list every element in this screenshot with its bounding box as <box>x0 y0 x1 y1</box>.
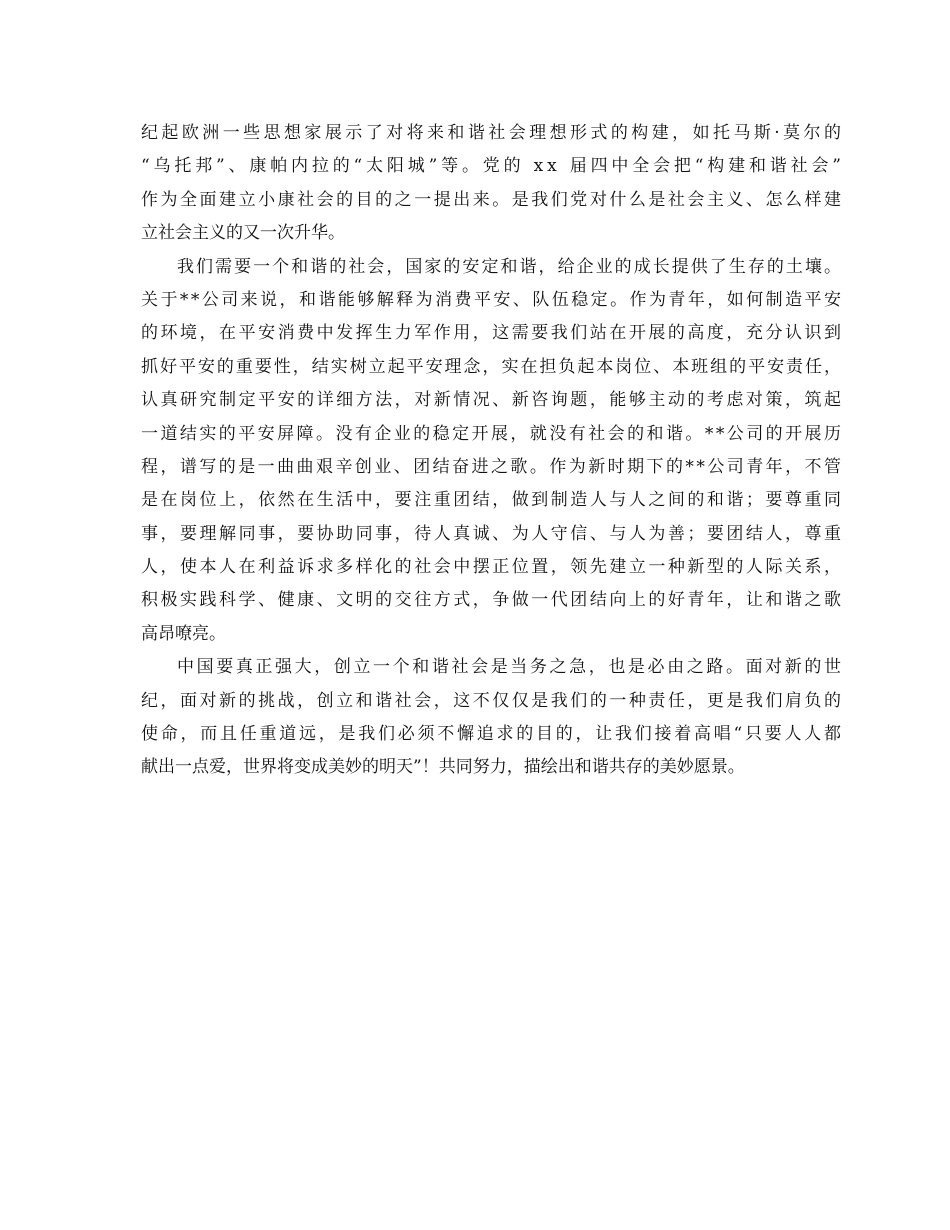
paragraph-1 <box>141 117 845 251</box>
text-line <box>141 751 841 784</box>
text-line-content: 程，谱写的是一曲曲艰辛创业、团结奋进之歌。作为新时期下的**公司青年，不管 <box>141 456 844 477</box>
text-line <box>141 685 844 718</box>
text-line <box>141 484 844 517</box>
text-line <box>141 518 844 551</box>
text-line-content: 的环境，在平安消费中发挥生力军作用，这需要我们站在开展的高度，充分认识到 <box>141 323 844 344</box>
text-line <box>141 150 845 183</box>
text-line <box>141 284 844 317</box>
text-line-content: 抓好平安的重要性，结实树立起平安理念，实在担负起本岗位、本班组的平安责任， <box>141 356 843 377</box>
text-line <box>141 718 844 751</box>
text-line <box>141 618 841 651</box>
text-line <box>141 451 844 484</box>
text-line-content: 献出一点爱，世界将变成美妙的明天”！共同努力，描绘出和谐共存的美妙愿景。 <box>141 757 745 778</box>
text-line-content: 积极实践科学、健康、文明的交往方式，争做一代团结向上的好青年，让和谐之歌 <box>141 590 844 611</box>
text-line <box>141 351 841 384</box>
text-line <box>141 651 844 684</box>
text-line <box>141 317 844 350</box>
text-line-content: 高昂嘹亮。 <box>141 623 226 644</box>
text-line <box>141 384 844 417</box>
text-line <box>141 551 844 584</box>
text-line-content: 事，要理解同事，要协助同事，待人真诚、为人守信、与人为善；要团结人，尊重 <box>141 523 844 544</box>
text-line-content: 纪，面对新的挑战，创立和谐社会，这不仅仅是我们的一种责任，更是我们肩负的 <box>141 690 844 711</box>
text-line <box>141 584 844 617</box>
text-line-content: 人，使本人在利益诉求多样化的社会中摆正位置，领先建立一种新型的人际关系， <box>141 557 844 578</box>
text-line-content: 关于**公司来说，和谐能够解释为消费平安、队伍稳定。作为青年，如何制造平安 <box>141 289 844 310</box>
text-line-content: 一道结实的平安屏障。没有企业的稳定开展，就没有社会的和谐。**公司的开展历 <box>141 423 844 444</box>
text-line-content: “乌托邦”、康帕内拉的“太阳城”等。党的 xx 届四中全会把“构建和谐社会” <box>141 156 845 177</box>
text-line-content: 是在岗位上，依然在生活中，要注重团结，做到制造人与人之间的和谐；要尊重同 <box>141 490 844 511</box>
text-line-content: 我们需要一个和谐的社会，国家的安定和谐，给企业的成长提供了生存的土壤。 <box>177 256 844 277</box>
text-line-content: 纪起欧洲一些思想家展示了对将来和谐社会理想形式的构建，如托马斯·莫尔的 <box>141 123 845 143</box>
text-line <box>141 117 845 150</box>
text-line-content: 认真研究制定平安的详细方法，对新情况、新咨询题，能够主动的考虑对策，筑起 <box>141 390 844 411</box>
text-line-content: 使命，而且任重道远，是我们必须不懈追求的目的，让我们接着高唱“只要人人都 <box>141 724 844 745</box>
paragraph-2 <box>141 251 844 652</box>
document-body <box>141 117 845 785</box>
text-line <box>141 418 844 451</box>
text-line <box>141 217 841 250</box>
text-line <box>141 184 844 217</box>
text-line-content: 立社会主义的又一次升华。 <box>141 223 345 244</box>
paragraph-3 <box>141 651 844 785</box>
text-line-content: 作为全面建立小康社会的目的之一提出来。是我们党对什么是社会主义、怎么样建 <box>141 189 844 210</box>
text-line <box>141 251 844 284</box>
text-line-content: 中国要真正强大，创立一个和谐社会是当务之急，也是必由之路。面对新的世 <box>177 657 844 678</box>
